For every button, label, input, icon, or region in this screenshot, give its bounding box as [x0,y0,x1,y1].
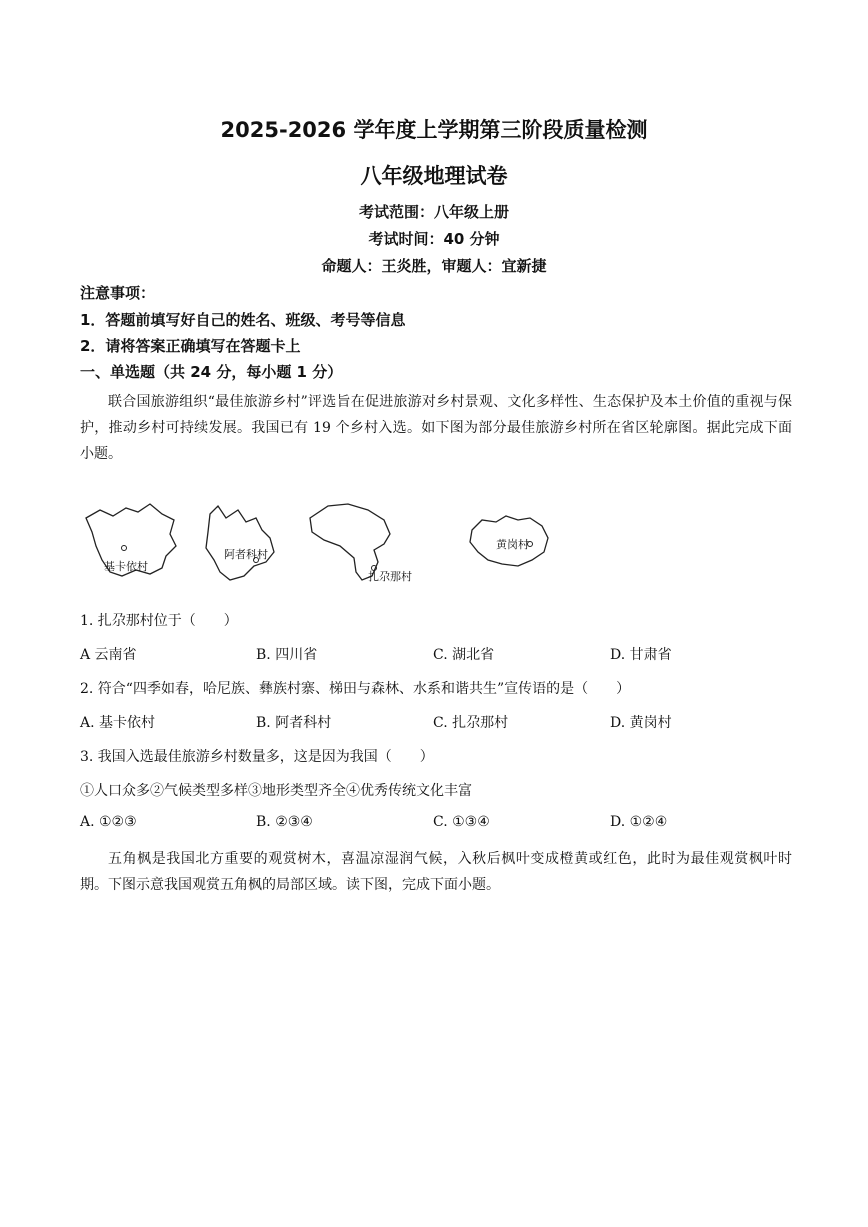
q2-option-a: A. 基卡依村 [80,715,156,731]
map-label: 阿者科村 [224,548,268,561]
question-3-stem: 3. 我国入选最佳旅游乡村数量多，这是因为我国（ ） [80,749,434,765]
question-3-statement: ①人口众多②气候类型多样③地形类型齐全④优秀传统文化丰富 [80,783,472,799]
map-label: 黄岗村 [496,538,529,551]
notes-item: 2．请将答案正确填写在答题卡上 [80,337,301,355]
exam-time: 考试时间：40 分钟 [368,230,500,248]
notes-item: 1．答题前填写好自己的姓名、班级、考号等信息 [80,311,406,329]
gansu-outline [310,504,390,580]
q3-option-d: D. ①②④ [610,814,668,830]
exam-scope: 考试范围：八年级上册 [358,203,509,221]
passage-1: 联合国旅游组织“最佳旅游乡村”评选旨在促进旅游对乡村景观、文化多样性、生态保护及本土价值的重视与保护，推动乡村可持续发展。我国已有 19 个乡村入选。如下图为部分最佳旅游乡村所在省区轮廓图。据此完成下面小题。 [80,394,792,462]
q1-option-c: C. 湖北省 [433,647,495,663]
q1-option-b: B. 四川省 [256,647,318,663]
exam-title: 2025-2026 学年度上学期第三阶段质量检测 [220,118,648,142]
province-outline-map [78,500,568,590]
passage-2: 五角枫是我国北方重要的观赏树木，喜温凉湿润气候，入秋后枫叶变成橙黄或红色，此时为最佳观赏枫叶时期。下图示意我国观赏五角枫的局部区域。读下图，完成下面小题。 [80,851,792,893]
map-label: 扎尕那村 [368,570,412,583]
q2-option-c: C. 扎尕那村 [433,715,509,731]
q1-option-a: A 云南省 [80,647,137,663]
q2-option-b: B. 阿者科村 [256,715,332,731]
q1-option-d: D. 甘肃省 [610,647,672,663]
q2-option-d: D. 黄岗村 [610,715,672,731]
yunnan-outline [206,506,274,580]
q3-option-b: B. ②③④ [256,814,313,830]
notes-heading: 注意事项： [80,284,156,302]
question-1-stem: 1. 扎尕那村位于（ ） [80,613,238,629]
q3-option-c: C. ①③④ [433,814,490,830]
map-label: 基卡依村 [104,560,148,573]
question-2-stem: 2. 符合“四季如春，哈尼族、彝族村寨、梯田与森林、水系和谐共生”宣传语的是（ ） [80,681,631,697]
exam-subtitle: 八年级地理试卷 [360,164,508,188]
exam-authors: 命题人：王炎胜，审题人：宜新捷 [321,257,547,275]
section-heading: 一、单选题（共 24 分，每小题 1 分） [80,363,343,381]
q3-option-a: A. ①②③ [80,814,137,830]
